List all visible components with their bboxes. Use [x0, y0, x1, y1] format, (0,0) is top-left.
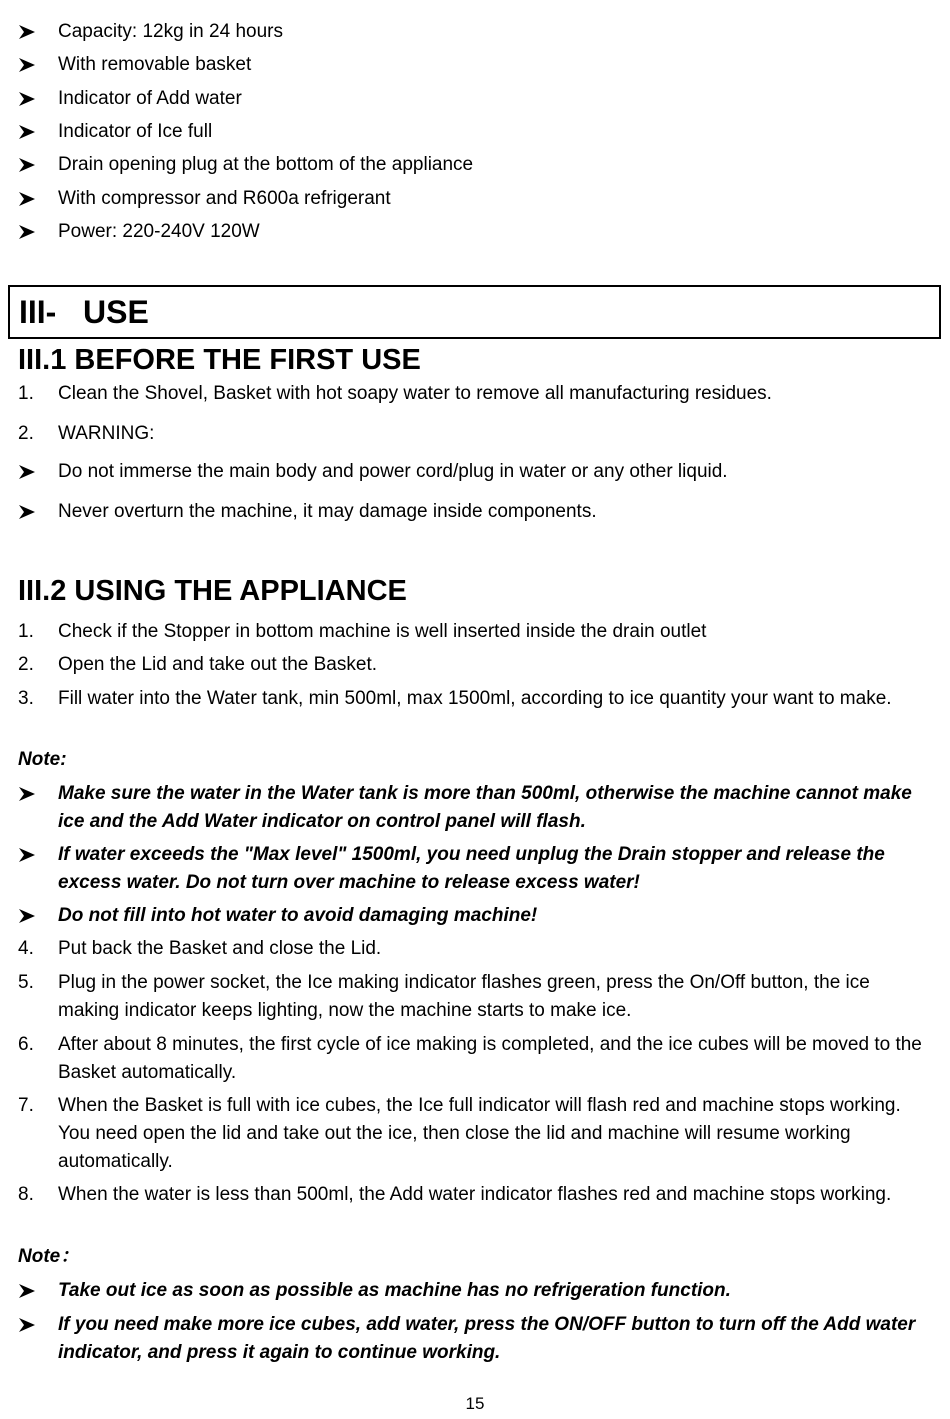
- arrow-bullet-icon: [18, 786, 36, 802]
- section-title: III- USE: [19, 294, 149, 330]
- using-appliance-heading: III.2 USING THE APPLIANCE: [18, 575, 407, 607]
- arrow-bullet-icon: [18, 1283, 36, 1299]
- arrow-bullet-icon: [18, 224, 36, 240]
- arrow-bullet-icon: [18, 908, 36, 924]
- arrow-bullet-icon: [18, 191, 36, 207]
- section-title-box: [8, 285, 941, 339]
- arrow-bullet-icon: [18, 464, 36, 480]
- arrow-bullet-icon: [18, 91, 36, 107]
- manual-page: Capacity: 12kg in 24 hours With removable basket Indicator of Add water Indicator of Ice full Drain opening plug at the bottom of the appliance With compressor and R600a refrigerant Power: 220-240V 120W III- USE III.1 BEFORE THE FIRST USE 1. Clean the Shovel, Basket with hot soapy water to remove all manufacturing residues. 2. WARNING: Do not immerse the main body and power cord/plug in water or any other liquid. Never overturn the machine, it may damage inside components. III.2 USING THE APPLIANCE 1. Check if the Stopper in bottom machine is well inserted inside the drain outlet 2. Open the Lid and take out the Basket. 3. Fill water into the Water tank, min 500ml, max 1500ml, according to ice quantity your want to make. Note: Make sure the water in the Water tank is more than 500ml, otherwise the machine cannot make ice and the Add Water indicator on control panel will flash. If water exceeds the "Max level" 1500ml, you need unplug the Drain stopper and release the excess water. Do not turn over machine to release excess water! Do not fill into hot water to avoid damaging machine! 4. Put back the Basket and close the Lid. 5. Plug in the power socket, the Ice making indicator flashes green, press the On/Off button, the ice making indicator keeps lighting, now the machine starts to make ice. 6. After about 8 minutes, the first cycle of ice making is completed, and the ice cubes will be moved to the Basket automatically. 7. When the Basket is full with ice cubes, the Ice full indicator will flash red and machine stops working. You need open the lid and take out the ice, then close the lid and machine will resume working automatically. 8. When the water is less than 500ml, the Add water indicator flashes red and machine stops working. Note： Take out ice as soon as possible as machine has no refrigeration function. If you need make more ice cubes, add water, press the ON/OFF button to turn off the Add water indicator, and press it again to continue working. 15: [0, 0, 950, 1419]
- note-label: Note：: [18, 1246, 80, 1267]
- arrow-bullet-icon: [18, 124, 36, 140]
- page-number: 15: [465, 1394, 485, 1413]
- arrow-bullet-icon: [18, 157, 36, 173]
- before-first-use-heading: III.1 BEFORE THE FIRST USE: [18, 344, 421, 376]
- arrow-bullet-icon: [18, 847, 36, 863]
- arrow-bullet-icon: [18, 504, 36, 520]
- arrow-bullet-icon: [18, 1317, 36, 1333]
- arrow-bullet-icon: [18, 24, 36, 40]
- arrow-bullet-icon: [18, 57, 36, 73]
- note-label: Note:: [18, 749, 67, 770]
